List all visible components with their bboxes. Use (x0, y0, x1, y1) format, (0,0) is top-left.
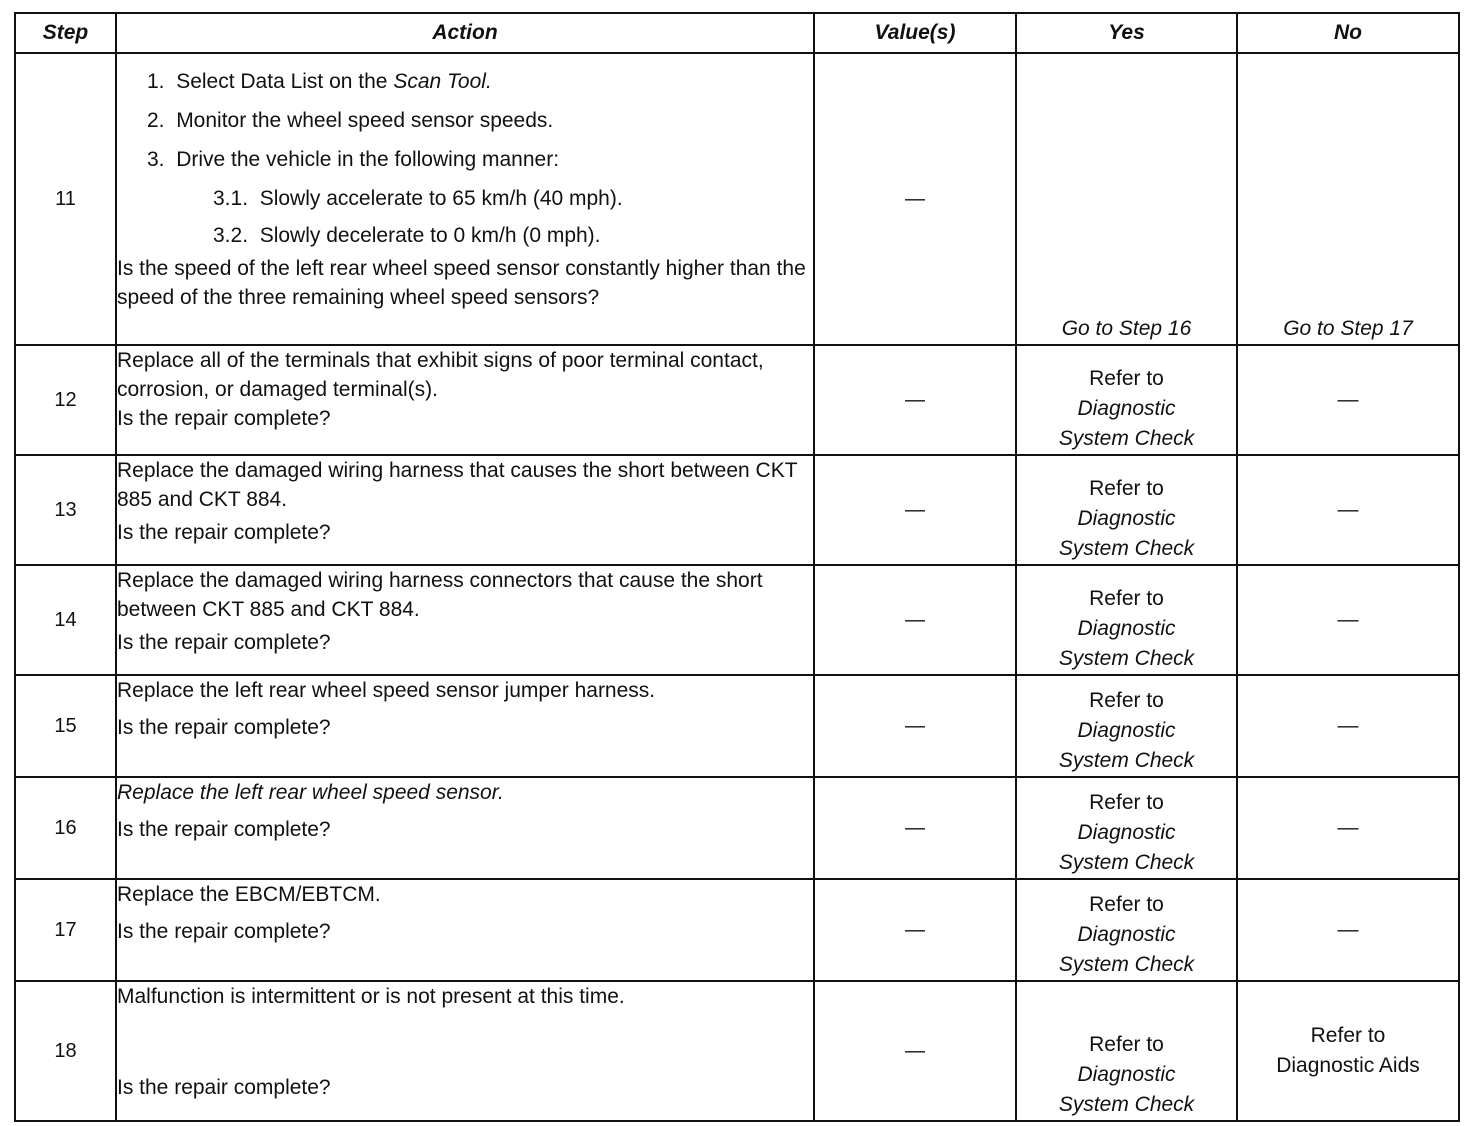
diagnostic-table (14, 12, 1460, 1122)
step-number: 14 (15, 565, 116, 675)
yes-cell: Refer to Diagnostic System Check (1016, 981, 1237, 1121)
header-action: Action (116, 13, 814, 53)
value-cell: — (814, 675, 1016, 777)
step-number: 12 (15, 345, 116, 455)
action-cell (116, 345, 814, 455)
no-cell: — (1237, 565, 1459, 675)
no-cell: — (1237, 345, 1459, 455)
value-cell: — (814, 879, 1016, 981)
yes-cell: Refer to Diagnostic System Check (1016, 675, 1237, 777)
yes-cell: Refer to Diagnostic System Check (1016, 777, 1237, 879)
table-row (15, 777, 1459, 879)
list-item: 2. Monitor the wheel speed sensor speeds. (147, 109, 554, 132)
value-cell: — (814, 777, 1016, 879)
no-cell: — (1237, 675, 1459, 777)
question-text: Is the repair complete? (117, 818, 331, 841)
action-text: Replace the damaged wiring harness that causes the short between CKT 885 and CKT 884. (117, 459, 798, 511)
action-text: Replace all of the terminals that exhibit signs of poor terminal contact, corrosion, or damaged terminal(s). (117, 349, 764, 401)
action-text: Replace the left rear wheel speed sensor. (117, 781, 504, 804)
no-cell: Refer to Diagnostic Aids (1237, 981, 1459, 1121)
question-text: Is the repair complete? (117, 920, 331, 943)
header-step: Step (15, 13, 116, 53)
header-no: No (1237, 13, 1459, 53)
action-cell (116, 455, 814, 565)
action-text: Replace the left rear wheel speed sensor jumper harness. (117, 679, 656, 702)
no-cell: — (1237, 777, 1459, 879)
header-yes: Yes (1016, 13, 1237, 53)
yes-cell: Go to Step 16 (1016, 53, 1237, 345)
list-item: 3. Drive the vehicle in the following manner: (147, 148, 560, 171)
step-number: 17 (15, 879, 116, 981)
table-row (15, 345, 1459, 455)
step-number: 11 (15, 53, 116, 345)
no-cell: Go to Step 17 (1237, 53, 1459, 345)
action-cell (116, 53, 814, 345)
no-cell: — (1237, 455, 1459, 565)
question-text: Is the repair complete? (117, 521, 331, 544)
table-row (15, 455, 1459, 565)
header-row (15, 13, 1459, 53)
yes-cell: Refer to Diagnostic System Check (1016, 455, 1237, 565)
action-cell (116, 565, 814, 675)
value-cell: — (814, 345, 1016, 455)
question-text: Is the repair complete? (117, 407, 331, 430)
question-text: Is the repair complete? (117, 631, 331, 654)
action-cell (116, 675, 814, 777)
no-cell: — (1237, 879, 1459, 981)
value-cell: — (814, 565, 1016, 675)
value-cell: — (814, 53, 1016, 345)
table-row (15, 981, 1459, 1121)
header-values: Value(s) (814, 13, 1016, 53)
action-cell (116, 777, 814, 879)
step-number: 13 (15, 455, 116, 565)
yes-cell: Refer to Diagnostic System Check (1016, 879, 1237, 981)
table-row (15, 675, 1459, 777)
step-number: 15 (15, 675, 116, 777)
table-row (15, 565, 1459, 675)
step-number: 18 (15, 981, 116, 1121)
action-text: Malfunction is intermittent or is not present at this time. (117, 985, 625, 1008)
action-cell (116, 981, 814, 1121)
sub-list-item: 3.2. Slowly decelerate to 0 km/h (0 mph). (213, 224, 601, 247)
action-cell (116, 879, 814, 981)
value-cell: — (814, 981, 1016, 1121)
step-number: 16 (15, 777, 116, 879)
question-text: Is the repair complete? (117, 716, 331, 739)
question-text: Is the speed of the left rear wheel speed sensor constantly higher than the speed of the three remaining wheel speed sensors? (117, 257, 806, 309)
value-cell: — (814, 455, 1016, 565)
question-text: Is the repair complete? (117, 1076, 331, 1099)
action-text: Replace the damaged wiring harness connectors that cause the short between CKT 885 and CKT 884. (117, 569, 763, 621)
sub-list-item: 3.1. Slowly accelerate to 65 km/h (40 mph). (213, 187, 623, 210)
yes-cell: Refer to Diagnostic System Check (1016, 345, 1237, 455)
action-text: Replace the EBCM/EBTCM. (117, 883, 381, 906)
table-row (15, 879, 1459, 981)
table-row (15, 53, 1459, 345)
list-item: 1. Select Data List on the Scan Tool. (147, 70, 492, 93)
yes-cell: Refer to Diagnostic System Check (1016, 565, 1237, 675)
